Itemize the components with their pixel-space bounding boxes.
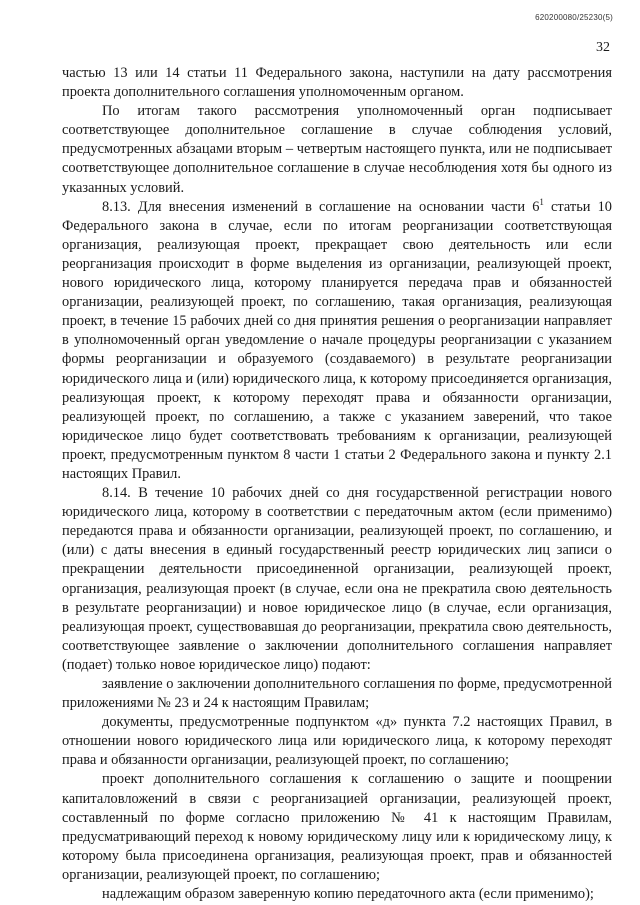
document-body <box>62 64 612 904</box>
page-number: 32 <box>596 40 610 55</box>
paragraph-review-result: По итогам такого рассмотрения уполномоченный орган подписывает соответствующее дополнительное соглашение в случае соблюдения условий, предусмотренных абзацами вторым – четвертым настоящего пункта, или не подписывает соответствующее дополнительное соглашение в случае несоблюдения хотя бы одного из указанных условий. <box>62 103 612 196</box>
document-code: 620200080/25230(5) <box>535 13 613 22</box>
list-item-transfer-act-copy: надлежащим образом заверенную копию передаточного акта (если применимо); <box>102 886 594 903</box>
list-item-documents: документы, предусмотренные подпунктом «д» пункта 7.2 настоящих Правил, в отношении нового юридического лица или юридического лица, к которому переходят права и обязанности организации, реализующей проект, по соглашению; <box>62 714 612 769</box>
paragraph-8-13-rest: статьи 10 Федерального закона в случае, если по итогам реорганизации соответствующая организация, реализующая проект, прекращает свою деятельность или если реорганизация происходит в форме выделения из организации, реализующей проект, нового юридического лица, которому планируется передача прав и обязанностей организации, реализующей проект, по соглашению, такая организация, реализующая проект, в течение 15 рабочих дней со дня принятия решения о реорганизации направляет в уполномоченный орган уведомление о начале процедуры реорганизации с указанием формы реорганизации и образуемого (создаваемого) в результате реорганизации юридического лица и (или) юридического лица, к которому присоединяется организация, реализующая проект, к которому переходят права и обязанности организации, реализующей проект, по соглашению, а также с указанием заверений, что такое юридическое лицо будет соответствовать требованиям к организации, реализующей проект, предусмотренным пунктом 8 части 1 статьи 2 Федерального закона и пункту 2.1 настоящих Правил. <box>62 198 612 482</box>
list-item-draft-agreement: проект дополнительного соглашения к соглашению о защите и поощрении капиталовложений в связи с реорганизацией организации, реализующей проект, составленный по форме согласно приложению № 41 к настоящим Правилам, предусматривающий переход к новому юридическому лицу или к юридическому лицу, к которому была присоединена организация, реализующая проект, прав и обязанностей организации, реализующей проект, по соглашению; <box>62 771 612 883</box>
paragraph-8-13-start: 8.13. Для внесения изменений в соглашение на основании части 6 <box>102 198 540 215</box>
paragraph-continuation: частью 13 или 14 статьи 11 Федерального закона, наступили на дату рассмотрения проекта дополнительного соглашения уполномоченным органом. <box>62 65 612 101</box>
paragraph-8-14: 8.14. В течение 10 рабочих дней со дня государственной регистрации нового юридического лица, которому в соответствии с передаточным актом (если применимо) передаются права и обязанности организации, реализующей проект, по соглашению, и (или) с даты внесения в единый государственный реестр юридических лиц записи о прекращении деятельности присоединенной организации, реализующей проект, организация, реализующая проект (в случае, если она не прекратила свою деятельность в результате реорганизации) и новое юридическое лицо (в случае, если организация, реализующая проект, существовавшая до реорганизации, прекратила свою деятельность, соответствующее заявление о заключении дополнительного соглашения направляет (подает) только новое юридическое лицо) подают: <box>62 485 612 673</box>
list-item-application: заявление о заключении дополнительного соглашения по форме, предусмотренной приложениями № 23 и 24 к настоящим Правилам; <box>62 676 612 712</box>
paragraph-8-13 <box>62 198 612 484</box>
superscript-1: 1 <box>539 196 544 207</box>
